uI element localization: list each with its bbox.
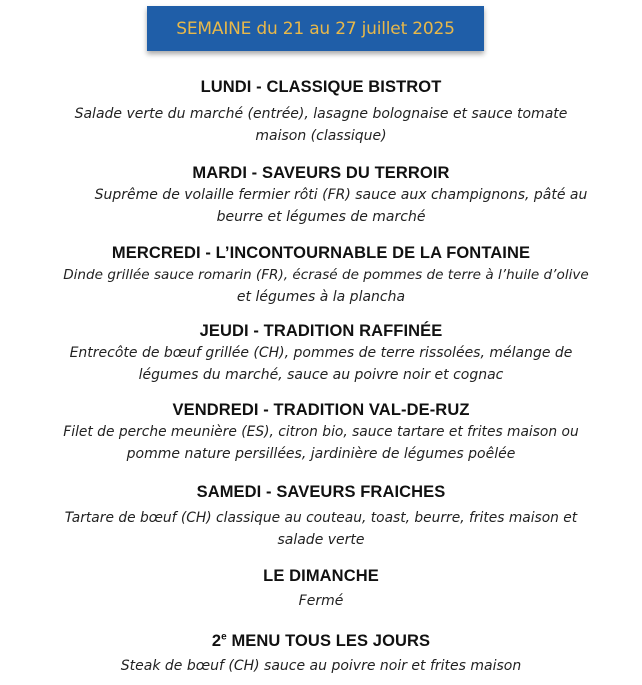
- day-description: [0, 184, 642, 228]
- day-description: [0, 264, 642, 308]
- day-description-line: Fermé: [298, 593, 344, 609]
- day-description-line: Salade verte du marché (entrée), lasagne bolognaise et sauce tomate: [74, 106, 568, 122]
- day-description-line: salade verte: [277, 532, 365, 548]
- day-description: [0, 342, 642, 386]
- week-banner: [147, 6, 484, 51]
- day-description-line: légumes du marché, sauce au poivre noir et cognac: [138, 367, 504, 383]
- menu-day-saturday: [0, 483, 642, 551]
- day-description: [0, 421, 642, 465]
- day-description-line: Filet de perche meunière (ES), citron bio, sauce tartare et frites maison ou: [63, 424, 579, 440]
- second-menu-title-text: MENU TOUS LES JOURS: [226, 632, 431, 650]
- menu-day-sunday: [0, 567, 642, 612]
- day-description-line: Suprême de volaille fermier rôti (FR) sauce aux champignons, pâté au: [94, 187, 588, 203]
- menu-day-monday: [0, 78, 642, 147]
- day-title: SAMEDI - SAVEURS FRAICHES: [196, 483, 446, 501]
- day-description-line: maison (classique): [255, 128, 387, 144]
- day-description-line: Tartare de bœuf (CH) classique au couteau, toast, beurre, frites maison et: [64, 510, 578, 526]
- day-title: VENDREDI - TRADITION VAL-DE-RUZ: [172, 401, 470, 419]
- menu-day-friday: [0, 401, 642, 465]
- menu-day-tuesday: [0, 164, 642, 228]
- menu-day-wednesday: [0, 244, 642, 308]
- day-description-line: pomme nature persillées, jardinière de légumes poêlée: [126, 446, 516, 462]
- second-menu: [0, 632, 642, 677]
- day-description-line: Dinde grillée sauce romarin (FR), écrasé de pommes de terre à l’huile d’olive: [63, 267, 589, 283]
- day-description: [0, 507, 642, 551]
- day-description: [0, 103, 642, 147]
- day-title: LE DIMANCHE: [263, 567, 379, 585]
- week-banner-text: SEMAINE du 21 au 27 juillet 2025: [176, 18, 455, 39]
- day-title: MERCREDI - L’INCONTOURNABLE DE LA FONTAINE: [111, 244, 531, 262]
- day-title: LUNDI - CLASSIQUE BISTROT: [200, 78, 442, 96]
- menu-day-thursday: [0, 322, 642, 386]
- day-description-line: Entrecôte de bœuf grillée (CH), pommes de terre rissolées, mélange de: [69, 345, 573, 361]
- second-menu-description: Steak de bœuf (CH) sauce au poivre noir et frites maison: [120, 658, 522, 674]
- day-title: MARDI - SAVEURS DU TERROIR: [192, 164, 450, 182]
- second-menu-title-number: 2: [211, 632, 222, 650]
- second-menu-title-ordinal: e: [221, 631, 227, 643]
- second-menu-title: [0, 632, 642, 651]
- day-title: JEUDI - TRADITION RAFFINÉE: [199, 322, 443, 340]
- day-description-line: et légumes à la plancha: [236, 289, 406, 305]
- day-description: [0, 590, 642, 612]
- day-description-line: beurre et légumes de marché: [216, 209, 426, 225]
